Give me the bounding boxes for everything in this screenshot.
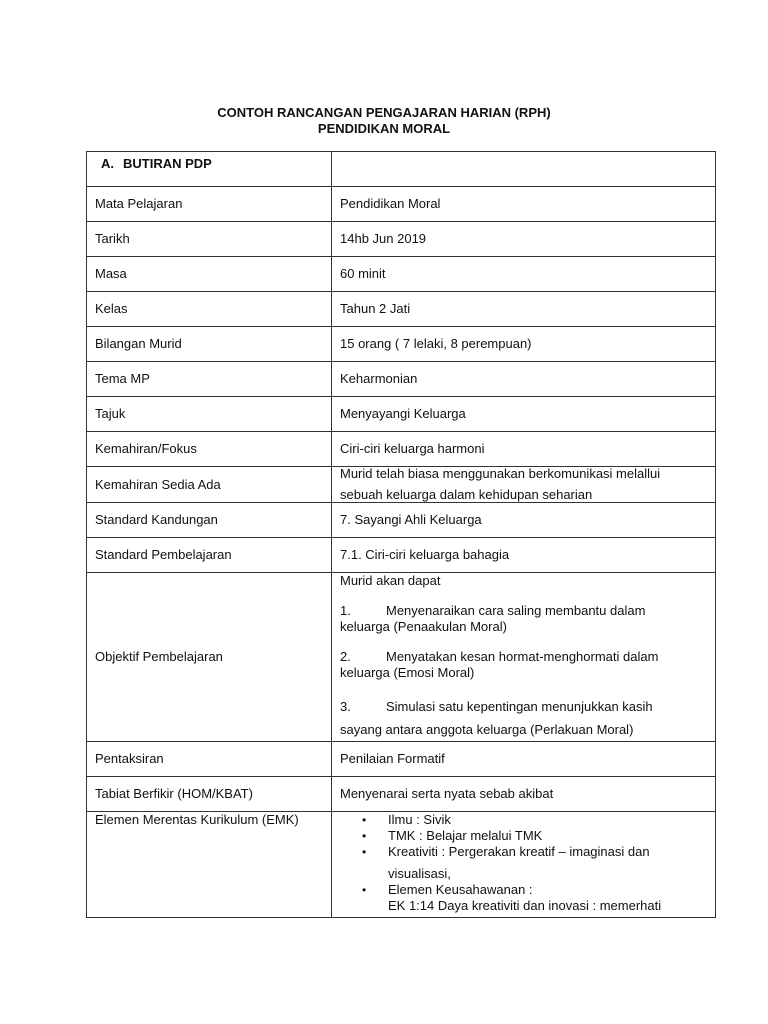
objektif-text: Simulasi satu kepentingan menunjukkan kasih [386,699,653,714]
objektif-item [340,649,707,681]
emk-list [340,812,707,914]
row-label: Objektif Pembelajaran [87,573,332,742]
row-label: Masa [87,257,332,292]
objektif-intro: Murid akan dapat [340,573,441,588]
row-value-line: Murid telah biasa menggunakan berkomunikasi melallui [340,466,661,481]
row-label: Kemahiran Sedia Ada [87,467,332,503]
row-value: Tahun 2 Jati [332,292,716,327]
emk-text: visualisasi, [388,866,451,881]
section-header-row [87,152,716,187]
row-value [332,467,716,503]
table-row [87,327,716,362]
objektif-text: keluarga (Penaakulan Moral) [340,619,507,634]
document-title: CONTOH RANCANGAN PENGAJARAN HARIAN (RPH) [217,105,551,120]
list-item [362,812,707,828]
table-row [87,257,716,292]
section-letter: A. [101,156,114,171]
row-label: Tarikh [87,222,332,257]
section-title: BUTIRAN PDP [123,156,212,171]
table-row [87,397,716,432]
bullet-icon: • [362,813,367,827]
objektif-number: 3. [340,699,351,714]
row-value: Ciri-ciri keluarga harmoni [332,432,716,467]
objektif-text: sayang antara anggota keluarga (Perlakuan Moral) [340,722,634,737]
row-label: Tema MP [87,362,332,397]
table-row [87,777,716,812]
table-row [87,538,716,573]
objektif-row [87,573,716,742]
bullet-icon: • [362,845,367,859]
objektif-text: Menyatakan kesan hormat-menghormati dalam [386,649,659,664]
objektif-item [340,695,707,741]
rph-table [86,151,716,918]
row-label: Kemahiran/Fokus [87,432,332,467]
row-label: Tabiat Berfikir (HOM/KBAT) [87,777,332,812]
emk-content [332,812,716,918]
emk-text: EK 1:14 Daya kreativiti dan inovasi : memerhati [388,898,662,913]
objektif-number: 2. [340,649,351,664]
objektif-item [340,603,707,635]
emk-text: Ilmu : Sivik [388,812,451,827]
row-value-line: sebuah keluarga dalam kehidupan seharian [340,487,593,502]
table-row [87,432,716,467]
bullet-icon: • [362,883,367,897]
objektif-text: Menyenaraikan cara saling membantu dalam [386,603,646,618]
emk-row [87,812,716,918]
table-row [87,503,716,538]
row-label: Elemen Merentas Kurikulum (EMK) [87,812,332,918]
objektif-number: 1. [340,603,351,618]
list-item [362,844,707,882]
section-header-empty [332,152,716,187]
table-row [87,222,716,257]
objektif-content [332,573,716,742]
row-value: Menyenarai serta nyata sebab akibat [332,777,716,812]
document-subtitle: PENDIDIKAN MORAL [317,121,451,136]
row-label: Kelas [87,292,332,327]
table-row [87,187,716,222]
row-value: 7. Sayangi Ahli Keluarga [332,503,716,538]
row-value: Keharmonian [332,362,716,397]
section-header [87,152,332,187]
row-value: 15 orang ( 7 lelaki, 8 perempuan) [332,327,716,362]
emk-text: Elemen Keusahawanan : [388,882,533,897]
row-label: Standard Pembelajaran [87,538,332,573]
row-value: 7.1. Ciri-ciri keluarga bahagia [332,538,716,573]
emk-text: Kreativiti : Pergerakan kreatif – imaginasi dan [388,844,650,859]
row-value: Menyayangi Keluarga [332,397,716,432]
row-label: Bilangan Murid [87,327,332,362]
row-label: Mata Pelajaran [87,187,332,222]
emk-text: TMK : Belajar melalui TMK [388,828,543,843]
list-item [362,828,707,844]
row-value: Penilaian Formatif [332,742,716,777]
table-row [87,292,716,327]
objektif-text: keluarga (Emosi Moral) [340,665,475,680]
row-label: Standard Kandungan [87,503,332,538]
table-row [87,362,716,397]
bullet-icon: • [362,829,367,843]
table-row [87,467,716,503]
row-label: Pentaksiran [87,742,332,777]
row-value: Pendidikan Moral [332,187,716,222]
table-row [87,742,716,777]
list-item [362,882,707,914]
row-value: 60 minit [332,257,716,292]
row-label: Tajuk [87,397,332,432]
row-value: 14hb Jun 2019 [332,222,716,257]
